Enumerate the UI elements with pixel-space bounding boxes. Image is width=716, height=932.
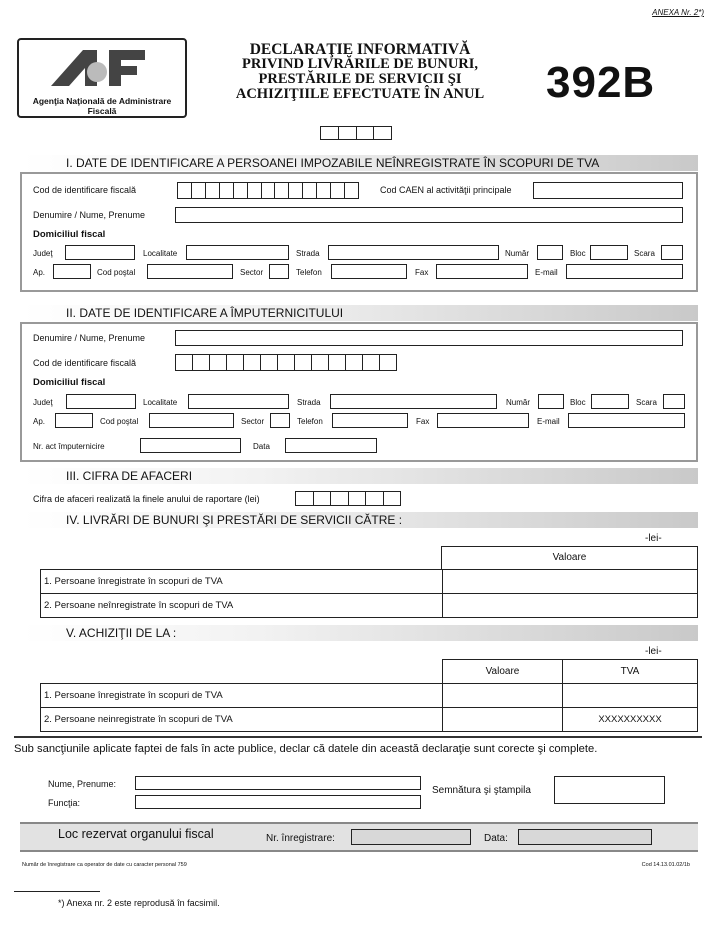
sec2-email-input[interactable] bbox=[568, 413, 685, 428]
sec2-act-input[interactable] bbox=[140, 438, 241, 453]
sec1-telefon-input[interactable] bbox=[331, 264, 407, 279]
signer-name-input[interactable] bbox=[135, 776, 421, 790]
signer-name-label: Nume, Prenume: bbox=[48, 779, 117, 789]
form-title bbox=[200, 42, 520, 102]
sec2-title: II. DATE DE IDENTIFICARE A ÎMPUTERNICITULUI bbox=[66, 306, 344, 320]
signature-box[interactable] bbox=[554, 776, 665, 804]
sec4-row2-value[interactable] bbox=[443, 594, 698, 618]
sec2-codpostal-label: Cod poştal bbox=[100, 417, 139, 426]
annex-label: ANEXA Nr. 2*) bbox=[652, 8, 704, 17]
form-title-line1: DECLARAŢIE INFORMATIVĂ bbox=[249, 41, 471, 58]
sec4-header-cell bbox=[441, 546, 698, 570]
sec1-numar-input[interactable] bbox=[537, 245, 563, 260]
sec5-unit: -lei- bbox=[645, 646, 662, 657]
sec2-numar-input[interactable] bbox=[538, 394, 564, 409]
sec2-strada-input[interactable] bbox=[330, 394, 497, 409]
sec2-act-label: Nr. act împuternicire bbox=[33, 442, 105, 451]
sec2-judet-label: Judeţ bbox=[33, 398, 53, 407]
sec1-telefon-label: Telefon bbox=[296, 268, 322, 277]
sec4-row2-label: 2. Persoane neînregistrate în scopuri de TVA bbox=[41, 594, 443, 618]
fiscal-date-label: Data: bbox=[484, 833, 508, 844]
sec1-title: I. DATE DE IDENTIFICARE A PERSOANEI IMPOZABILE NEÎNREGISTRATE ÎN SCOPURI DE TVA bbox=[66, 156, 600, 170]
sec2-sector-label: Sector bbox=[241, 417, 265, 426]
agency-name-line2: Fiscală bbox=[87, 106, 117, 116]
sec1-codpostal-label: Cod poştal bbox=[97, 268, 136, 277]
sec2-domicile-label: Domiciliul fiscal bbox=[33, 377, 106, 388]
signer-function-label: Funcţia: bbox=[48, 798, 81, 808]
fiscal-reg-input[interactable] bbox=[351, 829, 471, 845]
sec1-email-label: E-mail bbox=[535, 268, 558, 277]
sec2-bloc-input[interactable] bbox=[591, 394, 629, 409]
sec2-name-label: Denumire / Nume, Prenume bbox=[33, 333, 146, 343]
sec5-row1-value[interactable] bbox=[443, 684, 563, 708]
sec2-sector-input[interactable] bbox=[270, 413, 290, 428]
sec4-row1-value[interactable] bbox=[443, 570, 698, 594]
sec1-strada-label: Strada bbox=[296, 249, 320, 258]
sec1-numar-label: Număr bbox=[505, 249, 530, 258]
footnote-line bbox=[14, 891, 100, 892]
sec1-localitate-label: Localitate bbox=[143, 249, 178, 258]
sec2-scara-input[interactable] bbox=[663, 394, 685, 409]
sec1-caen-label: Cod CAEN al activităţii principale bbox=[380, 185, 512, 195]
sec3-label: Cifra de afaceri realizată la finele anului de raportare (lei) bbox=[33, 494, 260, 504]
signature-label: Semnătura şi ştampila bbox=[432, 785, 531, 796]
table-row bbox=[41, 660, 698, 684]
table-row bbox=[41, 708, 698, 732]
sec1-scara-input[interactable] bbox=[661, 245, 683, 260]
sec1-bloc-input[interactable] bbox=[590, 245, 628, 260]
sec2-fax-input[interactable] bbox=[437, 413, 529, 428]
sec1-ap-input[interactable] bbox=[53, 264, 91, 279]
sec1-judet-input[interactable] bbox=[65, 245, 135, 260]
sec1-cif-label: Cod de identificare fiscală bbox=[33, 185, 137, 195]
form-code-footer: Cod 14.13.01.02/1b bbox=[641, 862, 690, 868]
sec5-row2-label: 2. Persoane neinregistrate în scopuri de TVA bbox=[41, 708, 443, 732]
fiscal-reserved-label: Loc rezervat organului fiscal bbox=[58, 827, 214, 841]
sec4-row1-label: 1. Persoane înregistrate în scopuri de TVA bbox=[41, 570, 443, 594]
fiscal-date-input[interactable] bbox=[518, 829, 652, 845]
sec5-row2-tva: XXXXXXXXXX bbox=[563, 708, 698, 732]
operator-note: Număr de înregistrare ca operator de date cu caracter personal 759 bbox=[22, 862, 187, 868]
sec2-codpostal-input[interactable] bbox=[149, 413, 234, 428]
sec3-title: III. CIFRA DE AFACERI bbox=[66, 469, 193, 483]
signer-function-input[interactable] bbox=[135, 795, 421, 809]
sec2-ap-label: Ap. bbox=[33, 417, 46, 426]
sec2-cif-label: Cod de identificare fiscală bbox=[33, 358, 137, 368]
form-title-line3: PRESTĂRILE DE SERVICII ŞI bbox=[258, 71, 462, 87]
sec1-sector-input[interactable] bbox=[269, 264, 289, 279]
sec4-table bbox=[40, 569, 698, 618]
form-code: 392B bbox=[546, 58, 656, 107]
sec2-fax-label: Fax bbox=[416, 417, 430, 426]
sec5-col-tva: TVA bbox=[563, 660, 698, 684]
agency-logo-icon bbox=[21, 42, 187, 92]
sec5-row1-label: 1. Persoane înregistrate în scopuri de TVA bbox=[41, 684, 443, 708]
sec4-title: IV. LIVRĂRI DE BUNURI ŞI PRESTĂRI DE SERVICII CĂTRE : bbox=[66, 513, 403, 527]
sec1-fax-input[interactable] bbox=[436, 264, 528, 279]
sec2-numar-label: Număr bbox=[506, 398, 531, 407]
sec1-scara-label: Scara bbox=[634, 249, 655, 258]
sec1-localitate-input[interactable] bbox=[186, 245, 289, 260]
footnote: *) Anexa nr. 2 este reprodusă în facsimil. bbox=[58, 898, 220, 908]
sec1-bloc-label: Bloc bbox=[570, 249, 586, 258]
sec1-domicile-label: Domiciliul fiscal bbox=[33, 229, 106, 240]
sec1-ap-label: Ap. bbox=[33, 268, 46, 277]
sec2-localitate-input[interactable] bbox=[188, 394, 289, 409]
sec2-localitate-label: Localitate bbox=[143, 398, 178, 407]
sec1-name-label: Denumire / Nume, Prenume bbox=[33, 210, 146, 220]
decl-line bbox=[14, 736, 702, 738]
sec1-judet-label: Judeţ bbox=[33, 249, 53, 258]
declaration-text: Sub sancţiunile aplicate faptei de fals în acte publice, declar că datele din această declaraţie sunt corecte şi complete. bbox=[14, 743, 598, 755]
sec1-sector-label: Sector bbox=[240, 268, 264, 277]
sec2-ap-input[interactable] bbox=[55, 413, 93, 428]
form-title-line4: ACHIZIŢIILE EFECTUATE ÎN ANUL bbox=[235, 86, 485, 102]
sec4-col-value: Valoare bbox=[552, 552, 587, 563]
sec2-judet-input[interactable] bbox=[66, 394, 136, 409]
sec2-strada-label: Strada bbox=[297, 398, 321, 407]
form-title-line2: PRIVIND LIVRĂRILE DE BUNURI, bbox=[241, 56, 479, 72]
sec2-name-input[interactable] bbox=[175, 330, 683, 346]
fiscal-reg-label: Nr. înregistrare: bbox=[266, 833, 335, 844]
sec5-table bbox=[40, 659, 698, 732]
sec2-data-input[interactable] bbox=[285, 438, 377, 453]
sec5-title: V. ACHIZIŢII DE LA : bbox=[66, 626, 177, 640]
sec1-strada-input[interactable] bbox=[328, 245, 499, 260]
table-row bbox=[41, 594, 698, 618]
sec1-email-input[interactable] bbox=[566, 264, 683, 279]
sec5-row1-tva[interactable] bbox=[563, 684, 698, 708]
sec1-name-input[interactable] bbox=[175, 207, 683, 223]
sec2-telefon-label: Telefon bbox=[297, 417, 323, 426]
year-input[interactable] bbox=[320, 126, 392, 140]
sec4-unit: -lei- bbox=[645, 533, 662, 544]
sec2-data-label: Data bbox=[253, 442, 270, 451]
sec2-email-label: E-mail bbox=[537, 417, 560, 426]
logo bbox=[17, 38, 187, 118]
turnover-input[interactable] bbox=[295, 491, 401, 506]
sec1-fax-label: Fax bbox=[415, 268, 429, 277]
table-row bbox=[41, 684, 698, 708]
sec2-telefon-input[interactable] bbox=[332, 413, 408, 428]
agency-name-line1: Agenţia Naţională de Administrare bbox=[32, 96, 172, 106]
sec2-cif-input[interactable] bbox=[175, 354, 397, 371]
sec2-bloc-label: Bloc bbox=[570, 398, 586, 407]
sec2-scara-label: Scara bbox=[636, 398, 657, 407]
sec5-col-value: Valoare bbox=[443, 660, 563, 684]
sec1-codpostal-input[interactable] bbox=[147, 264, 233, 279]
sec5-row2-value[interactable] bbox=[443, 708, 563, 732]
sec1-cif-input[interactable] bbox=[177, 182, 359, 199]
sec1-caen-input[interactable] bbox=[533, 182, 683, 199]
table-row bbox=[41, 570, 698, 594]
